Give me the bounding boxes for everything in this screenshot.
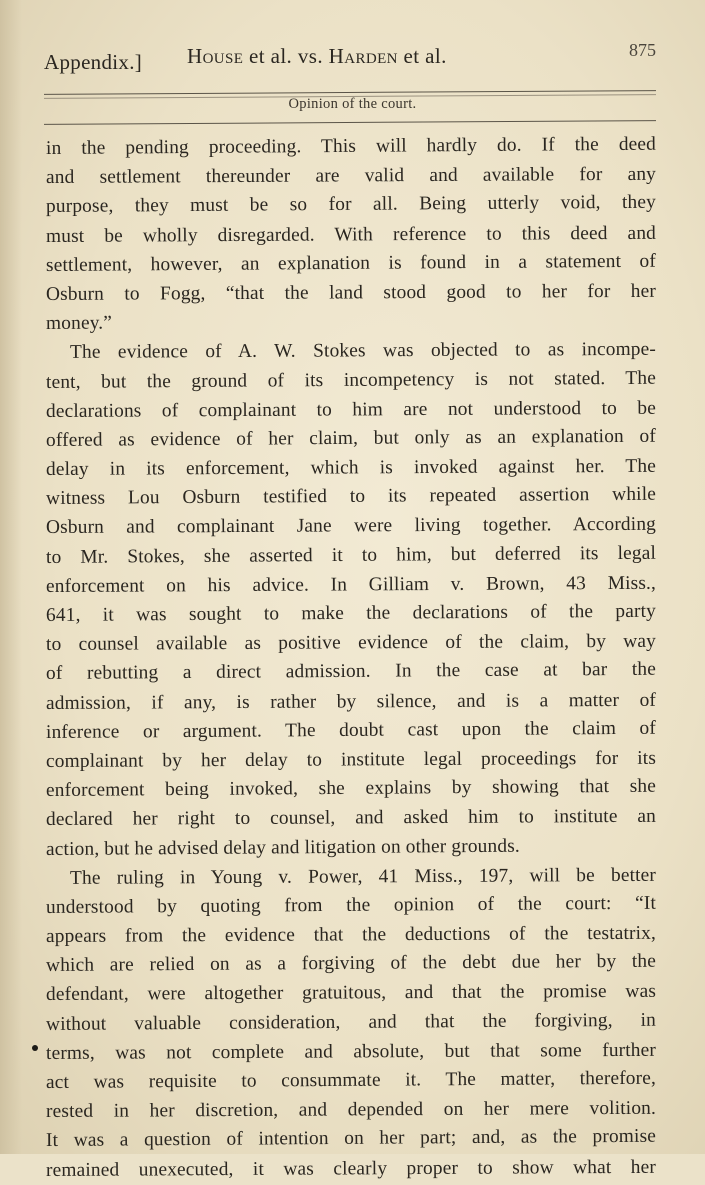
subheader-rule	[44, 120, 656, 125]
text-line: understood by quoting from the opinion of the court: “It	[45, 892, 657, 918]
text-line: Osburn to Fogg, “that the land stood good to her for her	[45, 280, 657, 305]
text-line: and settlement thereunder are valid and available for any	[45, 163, 657, 189]
section-label: Appendix.]	[44, 50, 143, 74]
text-line: without valuable consideration, and that the forgiving, in	[45, 1009, 657, 1035]
text-line: witness Lou Osburn testified to its repeated assertion while	[45, 483, 657, 510]
text-line: offered as evidence of her claim, but only as an explanation of	[45, 425, 657, 451]
text-line: of rebutting a direct admission. In the case at bar the	[45, 659, 657, 685]
text-line: to counsel available as positive evidence of the claim, by way	[45, 630, 657, 656]
text-line: terms, was not complete and absolute, but that some further	[45, 1039, 657, 1064]
text-line: settlement, however, an explanation is found in a statement of	[45, 250, 657, 276]
text-line: purpose, they must be so for all. Being utterly void, they	[45, 192, 657, 218]
page-gutter-shadow	[0, 0, 22, 1154]
text-line: 641, it was sought to make the declarations of the party	[45, 600, 657, 626]
case-title-middle: et al. vs.	[249, 44, 323, 68]
text-line: inference or argument. The doubt cast upon the claim of	[45, 717, 657, 743]
text-line: tent, but the ground of its incompetency is not stated. The	[45, 367, 657, 393]
text-line: admission, if any, is rather by silence, and is a matter of	[45, 689, 657, 714]
text-line: which are relied on as a forgiving of the debt due her by the	[45, 950, 657, 977]
text-line: money.”	[45, 312, 113, 335]
section-subheader: Opinion of the court.	[288, 96, 417, 112]
text-line: must be wholly disregarded. With reference to this deed and	[45, 222, 657, 247]
text-line: rested in her discretion, and depended on her mere volition.	[45, 1097, 657, 1123]
text-line: Osburn and complainant Jane were living together. According	[45, 514, 657, 539]
paragraph-start-line: The evidence of A. W. Stokes was objected to as incompe-	[69, 339, 657, 364]
case-title	[187, 44, 447, 69]
text-line: complainant by her delay to institute legal proceedings for its	[45, 747, 657, 772]
text-line: appears from the evidence that the deductions of the testatrix,	[45, 922, 657, 948]
text-line: declared her right to counsel, and asked him to institute an	[45, 806, 657, 831]
case-title-party-1: House	[187, 44, 244, 68]
text-line: remained unexecuted, it was clearly proper to show what her	[45, 1156, 657, 1181]
ink-spot-mark	[32, 1045, 38, 1051]
running-header	[44, 38, 656, 78]
opinion-text	[46, 134, 656, 1185]
text-line: in the pending proceeding. This will hardly do. If the deed	[45, 133, 657, 159]
text-line: enforcement on his advice. In Gilliam v. Brown, 43 Miss.,	[45, 572, 657, 597]
text-line: defendant, were altogether gratuitous, and that the promise was	[45, 981, 657, 1006]
case-title-party-2: Harden	[328, 44, 398, 68]
text-line: delay in its enforcement, which is invoked against her. The	[45, 455, 657, 481]
text-line: declarations of complainant to him are not understood to be	[45, 397, 657, 422]
paragraph-start-line: The ruling in Young v. Power, 41 Miss., 197, will be better	[69, 864, 657, 889]
page-number: 875	[629, 40, 656, 60]
text-line: to Mr. Stokes, she asserted it to him, but deferred its legal	[45, 542, 657, 568]
text-line: It was a question of intention on her part; and, as the promise	[45, 1126, 657, 1152]
text-line: action, but he advised delay and litigation on other grounds.	[45, 835, 520, 860]
case-title-end: et al.	[403, 44, 447, 68]
text-line: act was requisite to consummate it. The matter, therefore,	[45, 1067, 657, 1093]
text-line: enforcement being invoked, she explains by showing that she	[45, 775, 657, 802]
